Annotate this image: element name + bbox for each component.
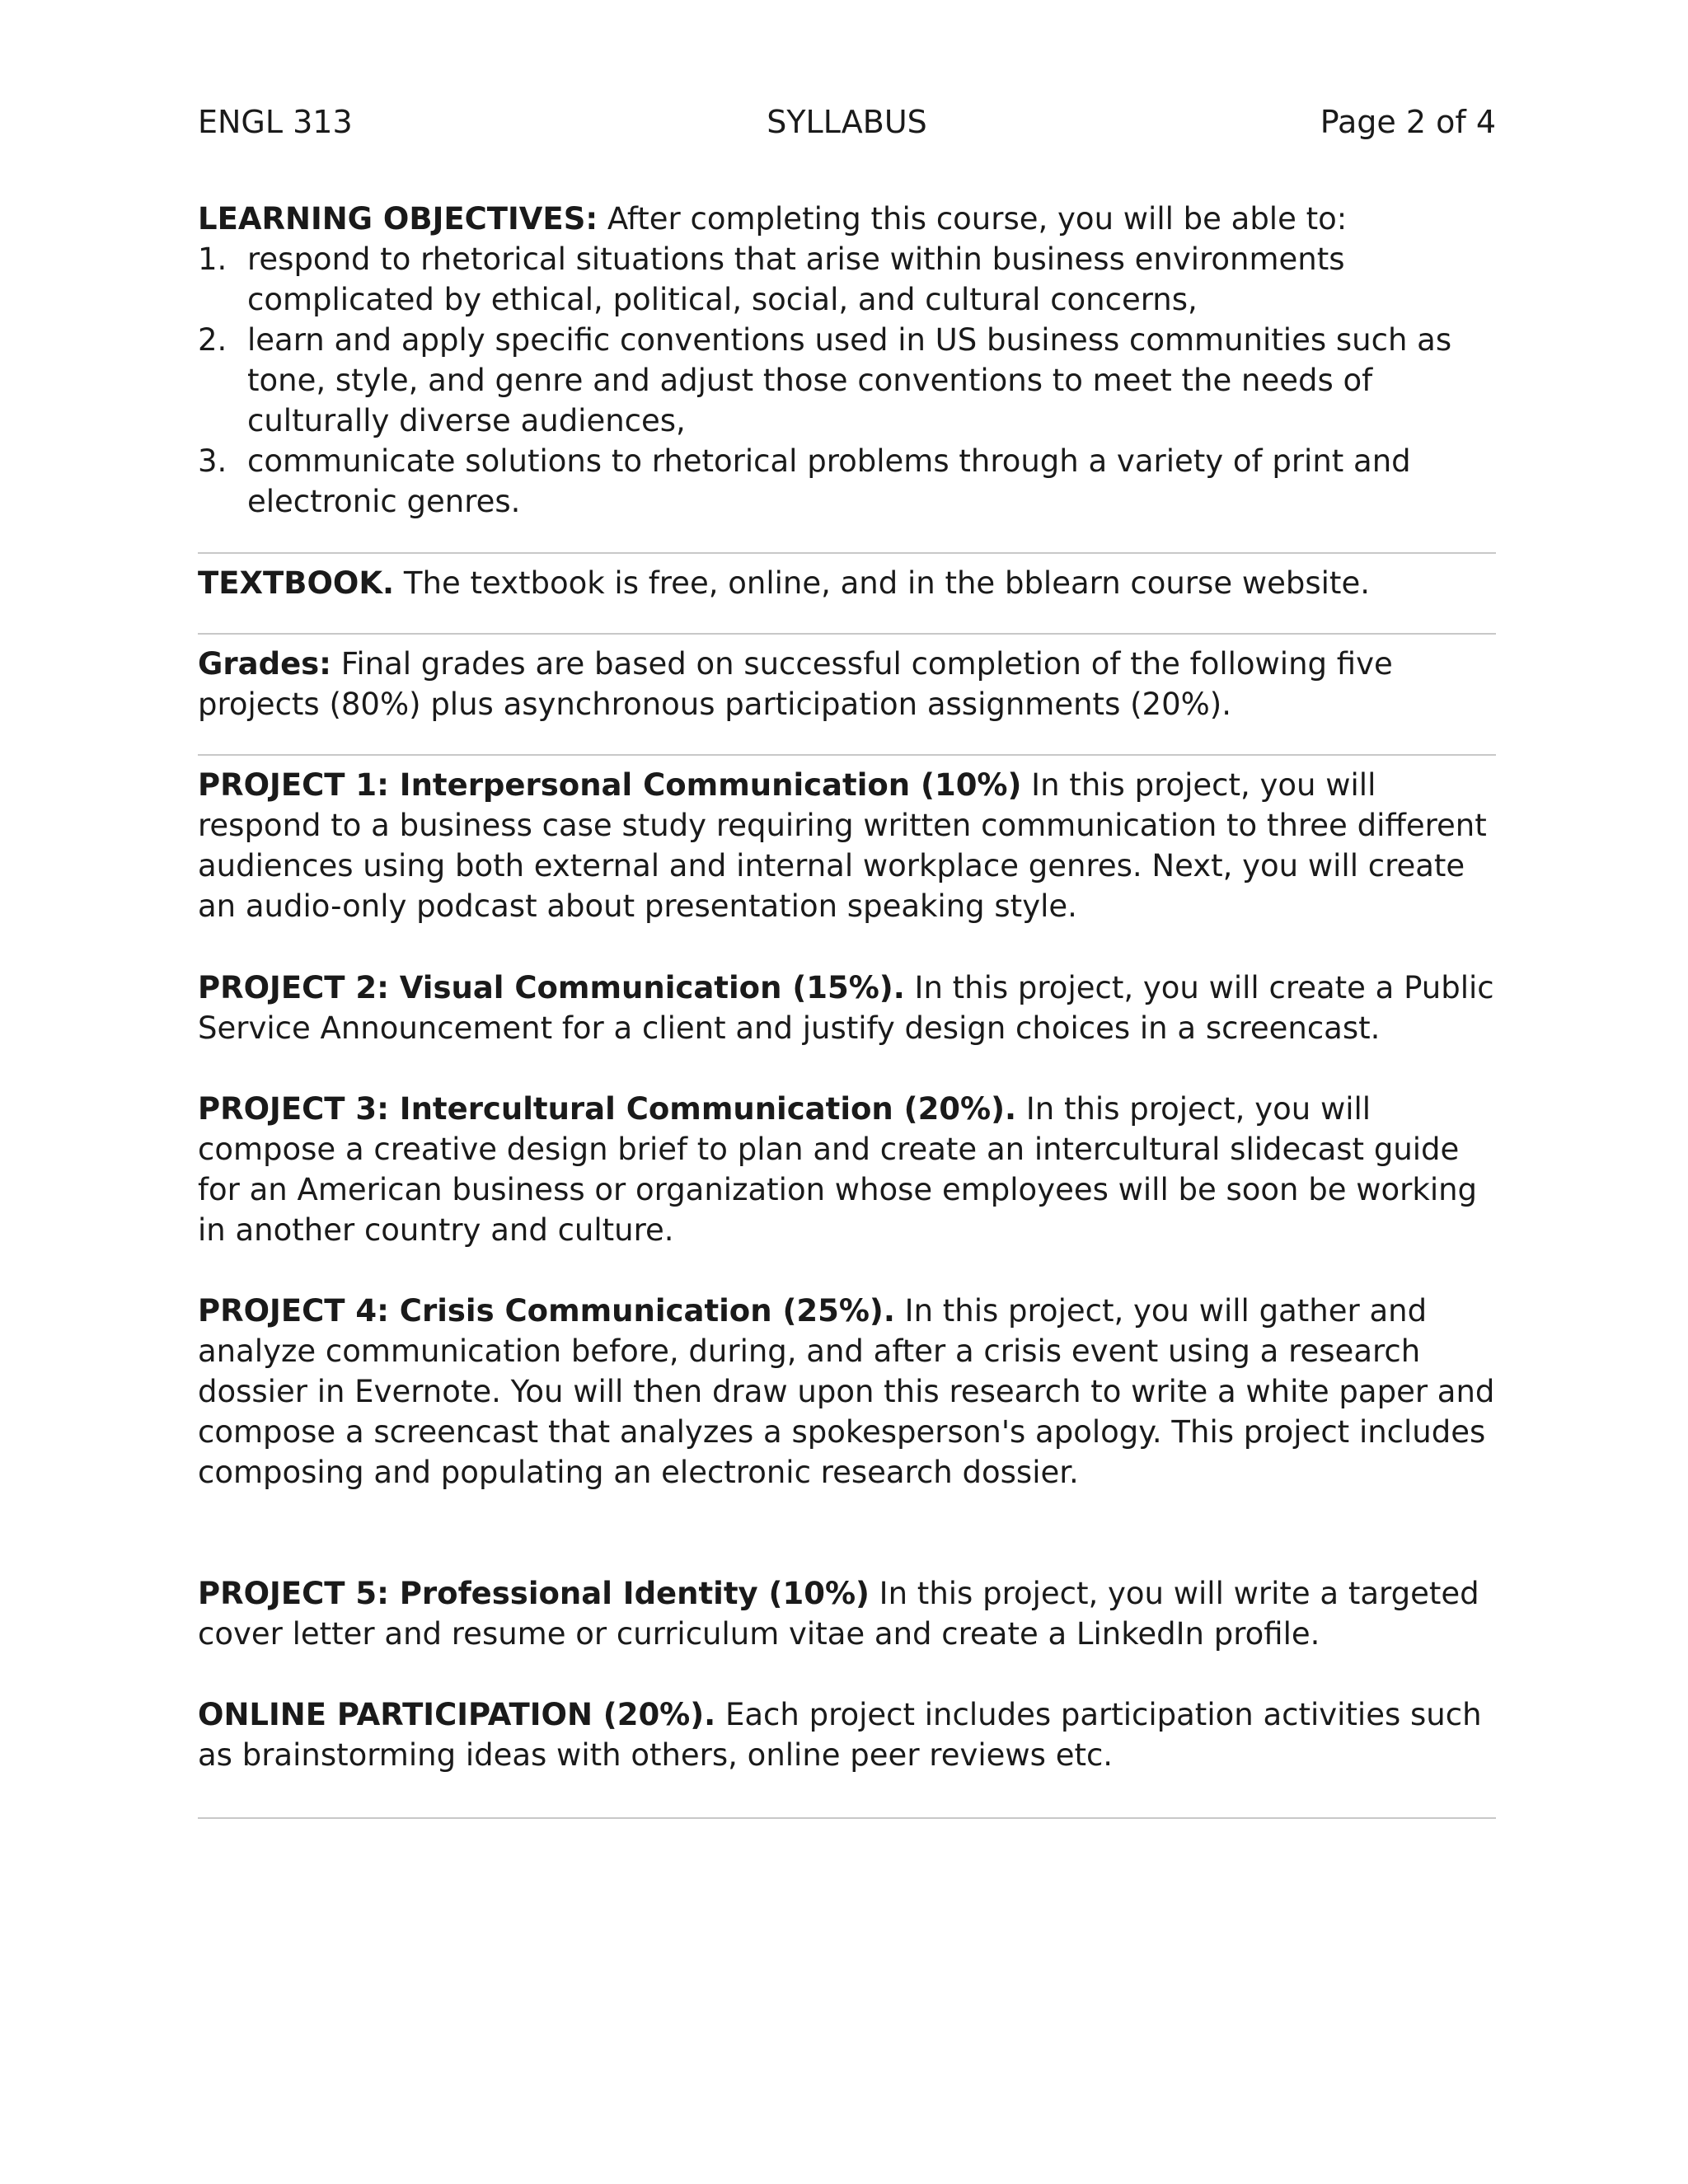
learning-objectives-label: LEARNING OBJECTIVES: [198, 201, 598, 237]
project-2-section [198, 968, 1496, 1048]
project-4-label: PROJECT 4: Crisis Communication (25%). [198, 1293, 895, 1329]
project-1-label: PROJECT 1: Interpersonal Communication (10%) [198, 767, 1022, 803]
grades-text: Final grades are based on successful completion of the following five projects (80%) plus asynchronous participation assignments (20%). [198, 646, 1393, 722]
project-1-section [198, 765, 1496, 926]
section-divider [198, 1817, 1496, 1819]
textbook-text: The textbook is free, online, and in the bblearn course website. [394, 565, 1370, 601]
list-item-number: 3. [198, 443, 227, 479]
list-item-number: 2. [198, 322, 227, 358]
list-item [198, 320, 1496, 441]
course-code: ENGL 313 [198, 104, 353, 140]
section-divider [198, 633, 1496, 635]
learning-objectives-section [198, 199, 1496, 522]
project-5-section [198, 1573, 1496, 1654]
grades-label: Grades: [198, 646, 331, 682]
list-item-number: 1. [198, 241, 227, 277]
section-divider [198, 754, 1496, 756]
project-paragraph [198, 1089, 1496, 1250]
project-4-text: In this project, you will gather and analyze communication before, during, and after a crisis event using a research dossier in Evernote. You will then draw upon this research to write a white paper and compose a screencast that analyzes a spokesperson's apology. This project includes composing and populating an electronic research dossier. [198, 1293, 1495, 1490]
project-3-text: In this project, you will compose a creative design brief to plan and create an intercultural slidecast guide for an American business or organization whose employees will be soon be working in another country and culture. [198, 1091, 1478, 1248]
online-participation-section [198, 1694, 1496, 1775]
learning-objectives-heading [198, 199, 1496, 239]
project-paragraph [198, 968, 1496, 1048]
project-paragraph [198, 765, 1496, 926]
textbook-paragraph [198, 563, 1496, 603]
project-paragraph [198, 1573, 1496, 1654]
grades-section [198, 644, 1496, 724]
objectives-list [198, 239, 1496, 522]
grades-paragraph [198, 644, 1496, 724]
project-paragraph [198, 1291, 1496, 1493]
project-4-section [198, 1291, 1496, 1493]
list-item-text: respond to rhetorical situations that arise within business environments complicated by ethical, political, social, and cultural concerns, [247, 241, 1345, 317]
online-participation-label: ONLINE PARTICIPATION (20%). [198, 1697, 716, 1732]
list-item [198, 239, 1496, 320]
project-paragraph [198, 1694, 1496, 1775]
online-participation-text: Each project includes participation activities such as brainstorming ideas with others, online peer reviews etc. [198, 1697, 1482, 1773]
list-item [198, 441, 1496, 522]
project-2-text: In this project, you will create a Public Service Announcement for a client and justify design choices in a screencast. [198, 970, 1494, 1046]
project-3-label: PROJECT 3: Intercultural Communication (20%). [198, 1091, 1017, 1127]
page-number: Page 2 of 4 [1320, 104, 1496, 140]
list-item-text: communicate solutions to rhetorical problems through a variety of print and electronic genres. [247, 443, 1411, 519]
project-1-text: In this project, you will respond to a business case study requiring written communication to three different audiences using both external and internal workplace genres. Next, you will create an audio-only podcast about presentation speaking style. [198, 767, 1487, 924]
learning-objectives-intro: After completing this course, you will be able to: [598, 201, 1348, 237]
project-3-section [198, 1089, 1496, 1250]
list-item-text: learn and apply specific conventions used in US business communities such as tone, style, and genre and adjust those conventions to meet the needs of culturally diverse audiences, [247, 322, 1452, 438]
running-header [198, 101, 1496, 143]
section-divider [198, 552, 1496, 554]
project-5-text: In this project, you will write a targeted cover letter and resume or curriculum vitae and create a LinkedIn profile. [198, 1576, 1479, 1652]
textbook-section [198, 563, 1496, 603]
project-5-label: PROJECT 5: Professional Identity (10%) [198, 1576, 870, 1611]
document-title: SYLLABUS [767, 104, 927, 140]
textbook-label: TEXTBOOK. [198, 565, 395, 601]
project-2-label: PROJECT 2: Visual Communication (15%). [198, 970, 905, 1005]
